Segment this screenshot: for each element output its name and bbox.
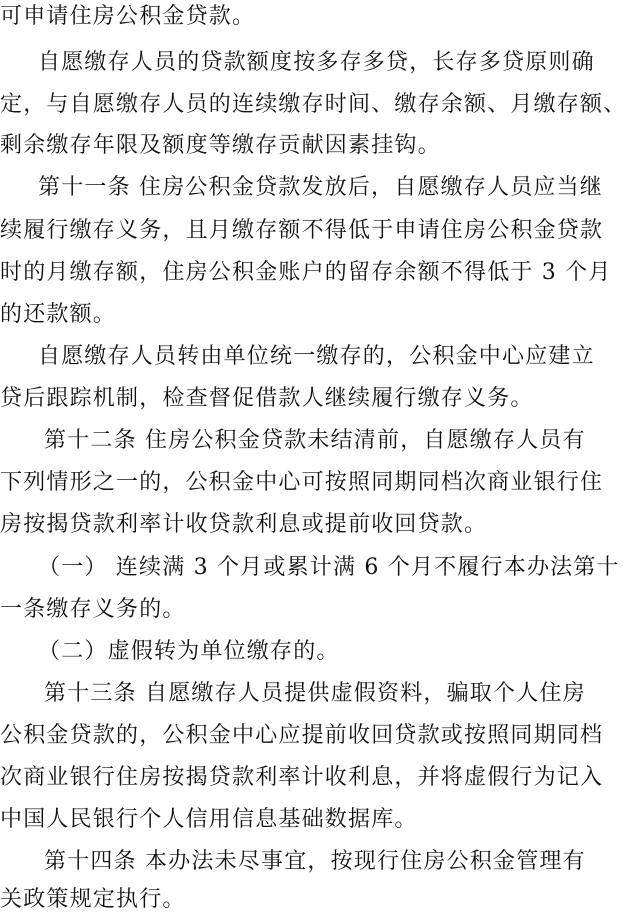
text-line: 关政策规定执行。	[0, 887, 186, 912]
text-line: （一） 连续满 3 个月或累计满 6 个月不履行本办法第十	[38, 555, 620, 580]
text-line: 剩余缴存年限及额度等缴存贡献因素挂钩。	[0, 133, 441, 158]
text-line: 第十一条 住房公积金贷款发放后，自愿缴存人员应当继	[38, 175, 603, 200]
text-line: 贷后跟踪机制，检查督促借款人继续履行缴存义务。	[0, 386, 534, 411]
text-line: 中国人民银行个人信用信息基础数据库。	[0, 807, 418, 832]
text-line: 房按揭贷款利率计收贷款利息或提前收回贷款。	[0, 512, 488, 537]
text-line: 次商业银行住房按揭贷款利率计收利息，并将虚假行为记入	[0, 765, 604, 790]
text-line: 公积金贷款的，公积金中心应提前收回贷款或按照同期同档	[0, 723, 604, 748]
text-line: 第十四条 本办法未尽事宜，按现行住房公积金管理有	[44, 849, 586, 874]
text-line: 定，与自愿缴存人员的连续缴存时间、缴存余额、月缴存额、	[0, 92, 626, 117]
text-line: 一条缴存义务的。	[0, 597, 186, 622]
text-line: 续履行缴存义务，且月缴存额不得低于申请住房公积金贷款	[0, 218, 604, 243]
text-line: 第十三条 自愿缴存人员提供虚假资料，骗取个人住房	[44, 681, 586, 706]
text-line: 自愿缴存人员的贷款额度按多存多贷，长存多贷原则确	[38, 50, 595, 75]
text-line: 下列情形之一的，公积金中心可按照同期同档次商业银行住	[0, 470, 604, 495]
text-line: 自愿缴存人员转由单位统一缴存的，公积金中心应建立	[38, 344, 595, 369]
text-line: 可申请住房公积金贷款。	[0, 4, 256, 29]
text-line: 时的月缴存额，住房公积金账户的留存余额不得低于 3 个月	[0, 260, 612, 285]
text-line: （二）虚假转为单位缴存的。	[38, 639, 340, 664]
text-line: 的还款额。	[0, 302, 117, 327]
text-line: 第十二条 住房公积金贷款未结清前，自愿缴存人员有	[44, 428, 586, 453]
